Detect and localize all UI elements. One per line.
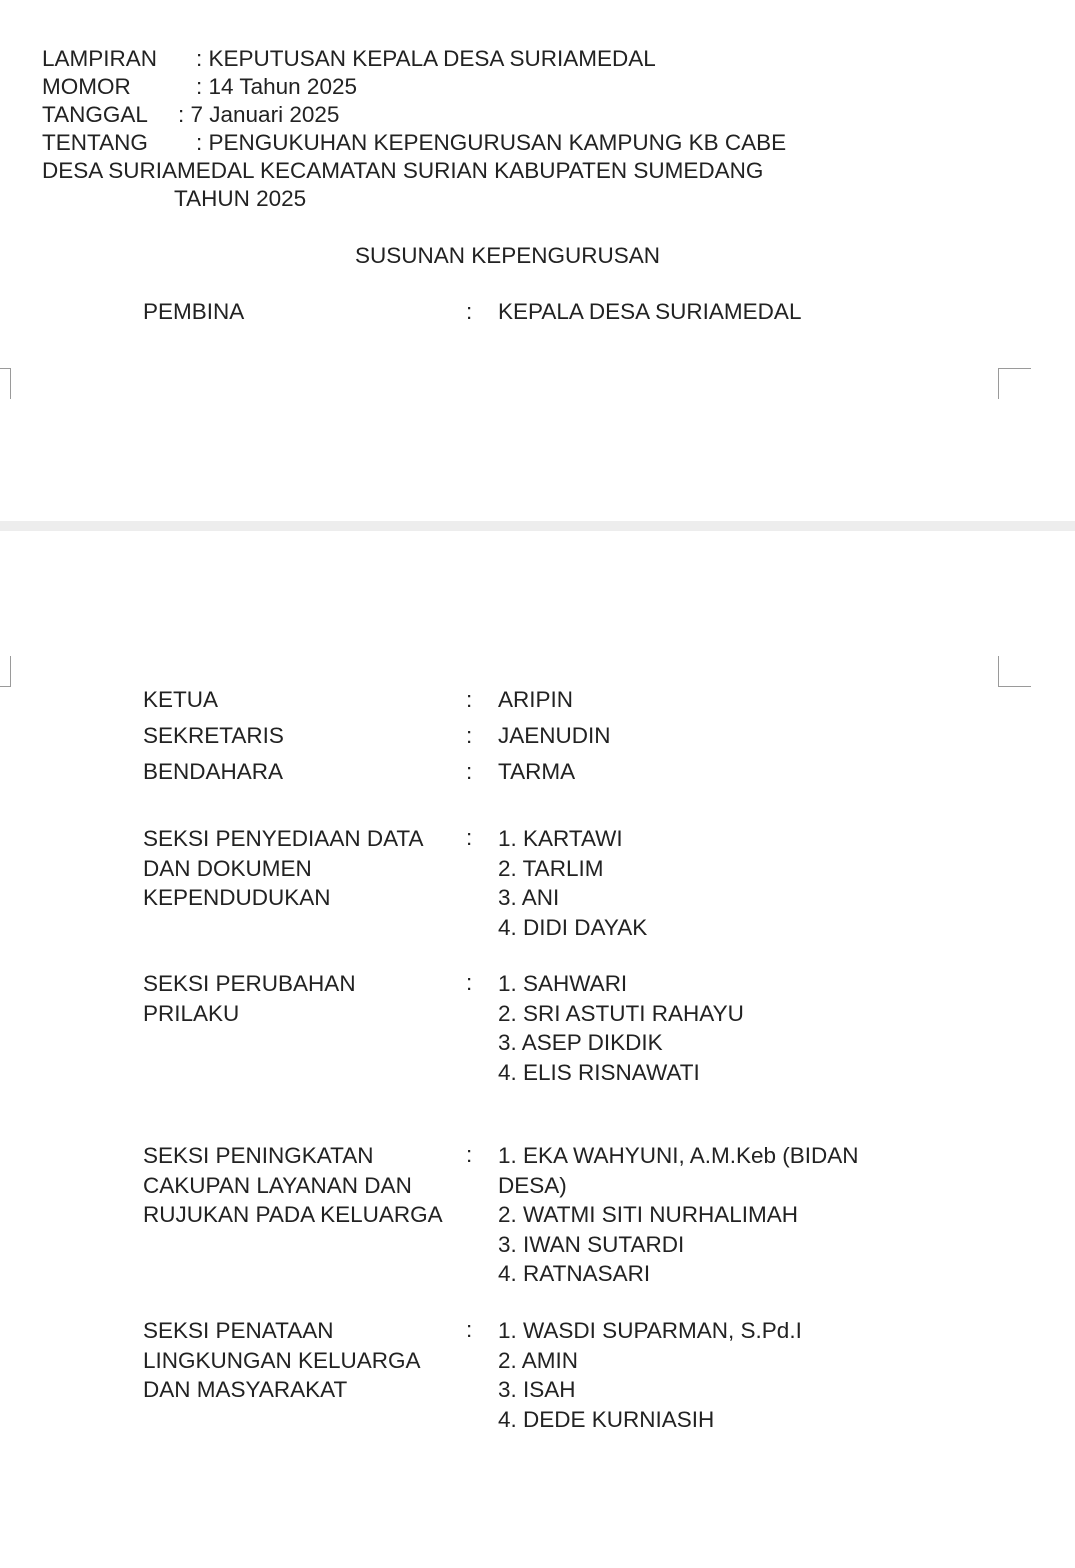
member-item: 1. EKA WAHYUNI, A.M.Keb (BIDAN — [498, 1143, 859, 1168]
member-list — [498, 824, 647, 942]
member-item: 1. KARTAWI — [498, 826, 623, 851]
member-item: 3. IWAN SUTARDI — [498, 1231, 685, 1257]
section-label-line: PRILAKU — [143, 1000, 240, 1026]
section-label — [143, 1141, 443, 1230]
document-title: SUSUNAN KEPENGURUSAN — [355, 243, 661, 268]
pembina-label: PEMBINA — [143, 299, 245, 324]
member-item: 3. ASEP DIKDIK — [498, 1030, 663, 1055]
section-label-line: RUJUKAN PADA KELUARGA — [143, 1202, 443, 1227]
colon: : — [466, 299, 473, 324]
member-list — [498, 1141, 859, 1289]
section-label-line: LINGKUNGAN KELUARGA — [143, 1347, 421, 1373]
page-corner-mark-bottom-right — [998, 656, 1031, 687]
section-label-line: KEPENDUDUKAN — [143, 885, 331, 910]
nomor-label: MOMOR — [42, 74, 131, 99]
pembina-value: KEPALA DESA SURIAMEDAL — [498, 299, 802, 324]
section-label-line: SEKSI PENATAAN — [143, 1318, 334, 1343]
colon: : — [466, 1317, 473, 1342]
tentang-line-3: TAHUN 2025 — [174, 186, 307, 211]
colon: : — [466, 759, 473, 784]
section-label-line: CAKUPAN LAYANAN DAN — [143, 1172, 412, 1198]
officer-label: BENDAHARA — [143, 759, 284, 784]
officer-value: ARIPIN — [498, 687, 574, 712]
officer-value: JAENUDIN — [498, 723, 611, 748]
member-item: 3. ANI — [498, 885, 560, 910]
member-item: 2. SRI ASTUTI RAHAYU — [498, 1000, 744, 1026]
tentang-value: : PENGUKUHAN KEPENGURUSAN KAMPUNG KB CABE — [196, 130, 787, 155]
member-item: 2. AMIN — [498, 1347, 579, 1373]
colon: : — [466, 723, 473, 748]
tanggal-value: : 7 Januari 2025 — [178, 102, 340, 127]
tanggal-label: TANGGAL — [42, 102, 148, 127]
lampiran-label: LAMPIRAN — [42, 46, 158, 71]
officer-value: TARMA — [498, 759, 576, 784]
page-corner-mark-top-right — [998, 368, 1031, 399]
section-label — [143, 969, 356, 1028]
member-item: DESA) — [498, 1172, 567, 1198]
member-list — [498, 969, 744, 1087]
section-label — [143, 824, 424, 913]
section-label-line: SEKSI PERUBAHAN — [143, 971, 356, 996]
colon: : — [466, 687, 473, 712]
officer-label: KETUA — [143, 687, 219, 712]
member-item: 4. DIDI DAYAK — [498, 914, 648, 940]
member-list — [498, 1316, 802, 1434]
tentang-label: TENTANG — [42, 130, 148, 155]
colon: : — [466, 825, 473, 850]
page-corner-mark-top-left — [0, 368, 11, 399]
section-label-line: DAN MASYARAKAT — [143, 1377, 348, 1402]
nomor-value: : 14 Tahun 2025 — [196, 74, 357, 99]
section-label — [143, 1316, 421, 1405]
page-break-band — [0, 521, 1075, 531]
section-label-line: SEKSI PENYEDIAAN DATA — [143, 826, 424, 851]
member-item: 2. WATMI SITI NURHALIMAH — [498, 1202, 799, 1227]
member-item: 4. ELIS RISNAWATI — [498, 1059, 700, 1085]
lampiran-value: : KEPUTUSAN KEPALA DESA SURIAMEDAL — [196, 46, 656, 71]
member-item: 1. WASDI SUPARMAN, S.Pd.I — [498, 1318, 802, 1343]
section-label-line: DAN DOKUMEN — [143, 855, 312, 881]
colon: : — [466, 1142, 473, 1167]
member-item: 4. RATNASARI — [498, 1261, 651, 1286]
member-item: 1. SAHWARI — [498, 971, 628, 996]
tentang-line-2: DESA SURIAMEDAL KECAMATAN SURIAN KABUPATEN SUMEDANG — [42, 158, 764, 183]
colon: : — [466, 970, 473, 995]
member-item: 3. ISAH — [498, 1377, 576, 1402]
member-item: 2. TARLIM — [498, 855, 604, 881]
page-corner-mark-bottom-left — [0, 656, 11, 687]
officer-label: SEKRETARIS — [143, 723, 284, 748]
section-label-line: SEKSI PENINGKATAN — [143, 1143, 374, 1168]
member-item: 4. DEDE KURNIASIH — [498, 1406, 715, 1432]
